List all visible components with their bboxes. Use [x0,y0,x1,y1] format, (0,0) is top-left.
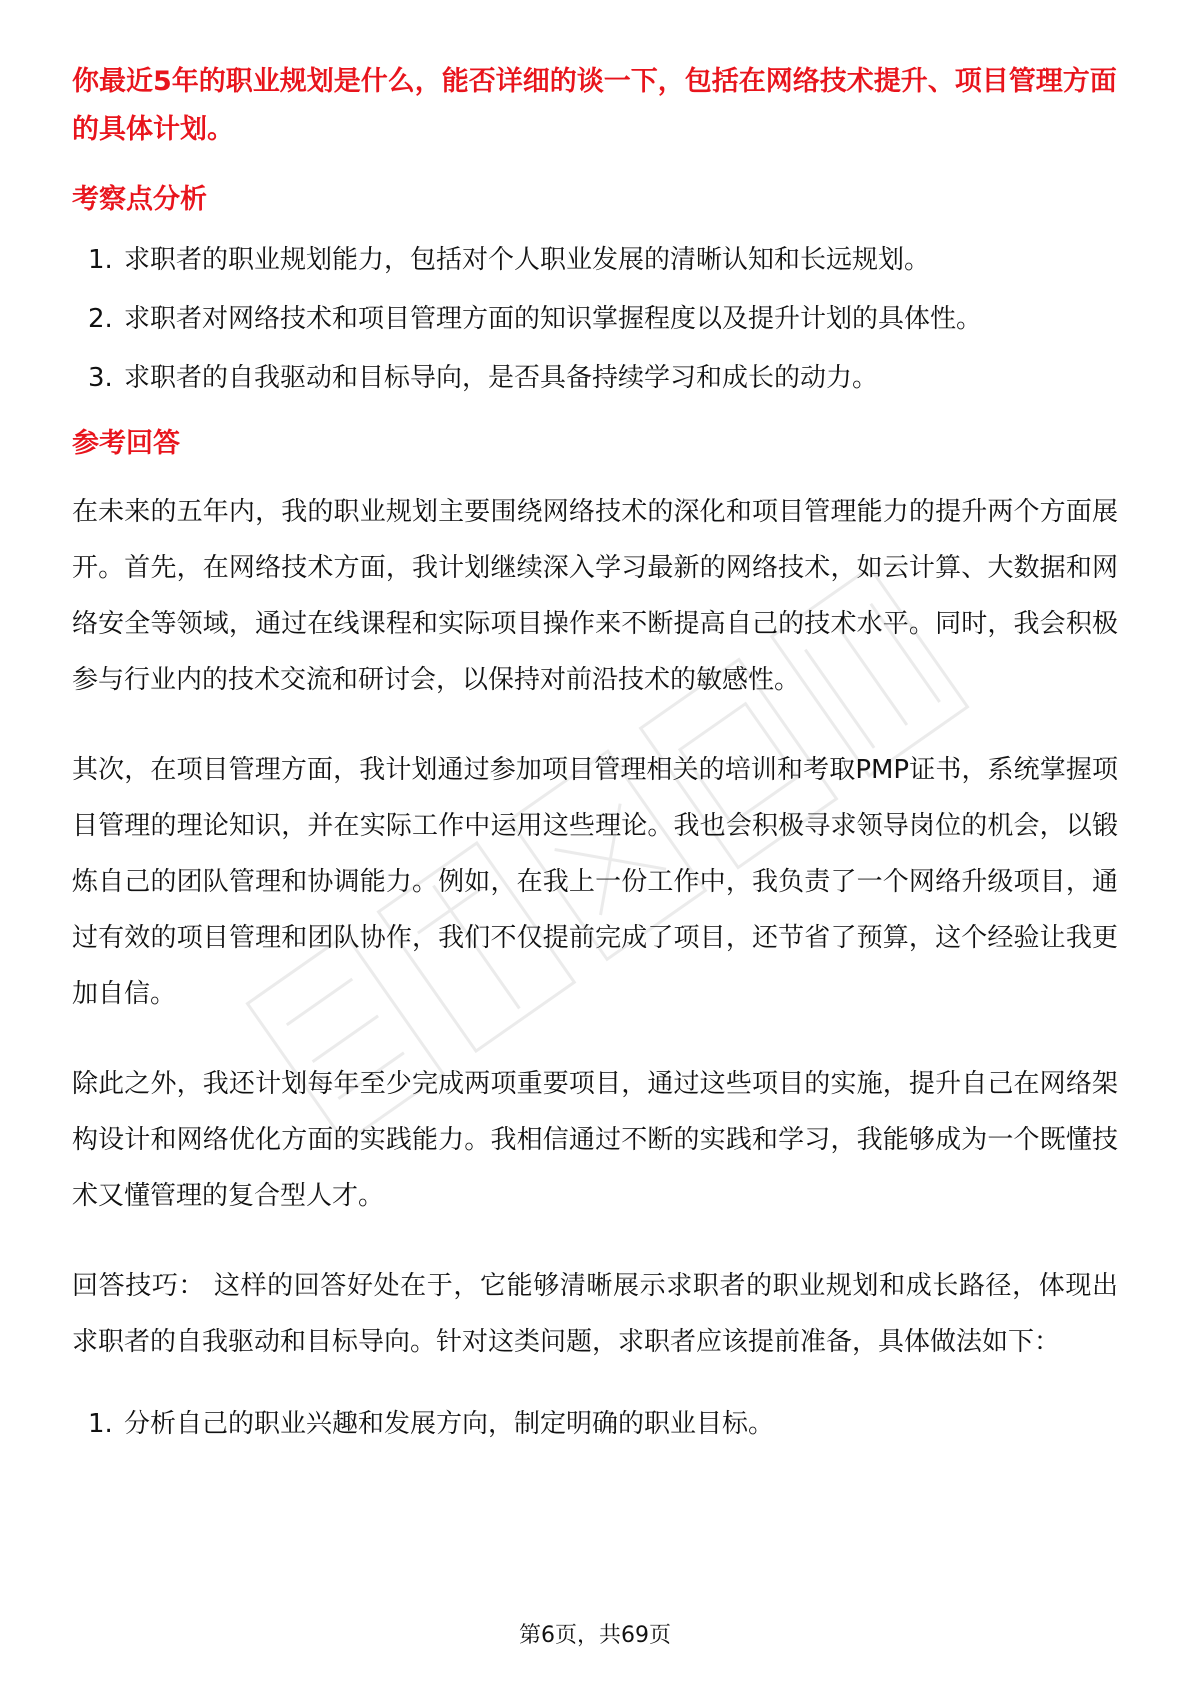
question-heading: 你最近5年的职业规划是什么，能否详细的谈一下，包括在网络技术提升、项目管理方面的具体计划。 [72,66,1117,145]
list-item-number: 3. [88,363,113,393]
list-item [72,240,1118,280]
list-item [72,358,1118,398]
list-item-text: 求职者的职业规划能力，包括对个人职业发展的清晰认知和长远规划。 [124,245,931,275]
list-item-text: 求职者的自我驱动和目标导向，是否具备持续学习和成长的动力。 [124,363,879,393]
list-item-text: 分析自己的职业兴趣和发展方向，制定明确的职业目标。 [124,1409,775,1439]
answer-paragraph: 除此之外，我还计划每年至少完成两项重要项目，通过这些项目的实施，提升自己在网络架构设计和网络优化方面的实践能力。我相信通过不断的实践和学习，我能够成为一个既懂技术又懂管理的复合型人才。 [72,1069,1118,1211]
list-item-text: 求职者对网络技术和项目管理方面的知识掌握程度以及提升计划的具体性。 [124,304,983,334]
list-item [72,299,1118,339]
answer-tips-paragraph: 回答技巧： 这样的回答好处在于，它能够清晰展示求职者的职业规划和成长路径，体现出求职者的自我驱动和目标导向。针对这类问题，求职者应该提前准备，具体做法如下： [72,1271,1118,1357]
page-number-footer: 第6页，共69页 [519,1623,671,1648]
answer-paragraph: 在未来的五年内，我的职业规划主要围绕网络技术的深化和项目管理能力的提升两个方面展开。首先，在网络技术方面，我计划继续深入学习最新的网络技术，如云计算、大数据和网络安全等领域，通过在线课程和实际项目操作来不断提高自己的技术水平。同时，我会积极参与行业内的技术交流和研讨会，以保持对前沿技术的敏感性。 [72,497,1118,695]
list-item-number: 1. [88,1409,113,1439]
list-item-number: 2. [88,304,113,334]
list-item [72,1404,1118,1444]
tips-list [72,1404,1118,1444]
analysis-list [72,240,1118,398]
document-page [72,58,1118,1463]
list-item-number: 1. [88,245,113,275]
answer-paragraph: 其次，在项目管理方面，我计划通过参加项目管理相关的培训和考取PMP证书，系统掌握项目管理的理论知识，并在实际工作中运用这些理论。我也会积极寻求领导岗位的机会，以锻炼自己的团队管理和协调能力。例如，在我上一份工作中，我负责了一个网络升级项目，通过有效的项目管理和团队协作，我们不仅提前完成了项目，还节省了预算，这个经验让我更加自信。 [72,755,1118,1009]
analysis-heading: 考察点分析 [72,184,207,215]
answer-heading: 参考回答 [72,428,180,459]
